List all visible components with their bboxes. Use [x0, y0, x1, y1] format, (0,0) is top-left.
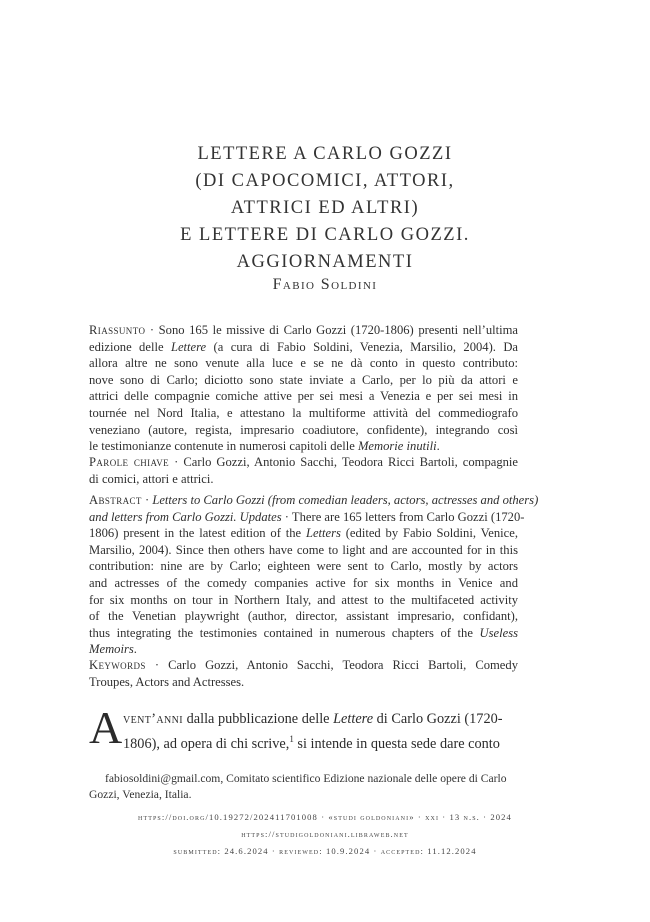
abstract-text: (edited by Fabio Soldini, Venice, — [340, 526, 518, 541]
keywords-label: Keywords — [89, 658, 146, 672]
parole-chiave-text: di comici, attori e attrici. — [89, 471, 214, 486]
parole-chiave-block — [89, 454, 518, 487]
abstract-italic: Useless — [479, 625, 518, 640]
doi-line[interactable]: https://doi.org/10.19272/202411701008 · «studi goldoniani» · xxi · 13 n.s. · 2024 — [138, 812, 512, 822]
footnote — [89, 771, 518, 803]
body-italic: Lettere — [333, 711, 374, 727]
journal-url[interactable]: https://studigoldoniani.libraweb.net — [241, 829, 409, 839]
riassunto-text: (a cura di Fabio Soldini, Venezia, Marsilio, 2004). Da — [206, 339, 519, 354]
separator: · — [169, 455, 184, 469]
riassunto-text: edizione delle — [89, 339, 171, 354]
article-title — [90, 141, 560, 276]
riassunto-text: Sono 165 le missive di Carlo Gozzi (1720-1806) presenti nell’ultima — [158, 323, 518, 337]
keywords-text: Carlo Gozzi, Antonio Sacchi, Teodora Ricci Bartoli, Comedy — [168, 658, 518, 672]
separator: · — [145, 323, 159, 337]
abstract-block — [89, 492, 539, 658]
abstract-text: for six months on tour in Northern Italy, and attest to the multifaceted activity — [89, 592, 518, 607]
footnote-marker[interactable]: 1 — [289, 734, 294, 744]
abstract-text: of the Venetian playwright (author, director, assistant impresario, confidant), — [89, 609, 518, 624]
body-text: di Carlo Gozzi (1720- — [373, 711, 503, 727]
footnote-text: fabiosoldini@gmail.com, Comitato scientifico Edizione nazionale delle opere di Carlo — [105, 772, 507, 785]
riassunto-text: le testimonianze contenute in numerosi capitoli delle — [89, 439, 358, 454]
abstract-text: contribution: nine are by Carlo; eighteen were sent to Carlo, mostly by actors — [89, 559, 518, 574]
footnote-text: Gozzi, Venezia, Italia. — [89, 788, 192, 801]
title-line: AGGIORNAMENTI — [236, 252, 414, 272]
abstract-italic: Letters — [305, 526, 341, 541]
title-line: E LETTERE DI CARLO GOZZI. — [180, 225, 470, 245]
body-text: 1806), ad opera di chi scrive, — [123, 735, 290, 752]
submission-dates: submitted: 24.6.2024 · reviewed: 10.9.2024 · accepted: 11.12.2024 — [173, 846, 477, 856]
abstract-text: and actresses of the comedy companies active for six months in Venice and — [89, 575, 518, 590]
riassunto-italic: Lettere — [170, 339, 207, 354]
riassunto-text: allora altre ne sono venute alla luce e se ne dà conto in questo contributo: — [89, 356, 518, 371]
riassunto-text: nove sono di Carlo; diciotto sono state inviate a Carlo, per lo più da attori e — [89, 372, 518, 387]
body-text: dalla pubblicazione delle — [183, 711, 334, 727]
abstract-label: Abstract — [89, 493, 142, 507]
riassunto-text: veneziano (autore, regista, impresario coadiutore, confidente), integrando così — [89, 422, 518, 437]
abstract-italic: and letters from Carlo Gozzi. Updates — [89, 509, 282, 524]
abstract-italic: Memoirs — [89, 642, 134, 657]
abstract-text: . — [133, 642, 137, 657]
drop-cap: A — [89, 702, 123, 753]
separator: · — [145, 658, 169, 672]
separator: · — [141, 493, 153, 507]
body-text: si intende in questa sede dare conto — [293, 735, 500, 752]
keywords-block — [89, 657, 518, 690]
riassunto-text: attrici delle compagnie comiche attive per sei mesi a Venezia e per sei mesi in — [89, 389, 518, 404]
riassunto-text: . — [436, 439, 440, 454]
riassunto-block — [89, 322, 518, 455]
parole-chiave-label: Parole chiave — [89, 455, 170, 469]
body-paragraph — [89, 702, 518, 754]
parole-chiave-text: Carlo Gozzi, Antonio Sacchi, Teodora Ricci Bartoli, compagnie — [183, 455, 519, 469]
abstract-italic: Letters to Carlo Gozzi (from comedian leaders, actors, actresses and others) — [152, 493, 539, 507]
abstract-text: Marsilio, 2004). Since then others have come to light and are accounted for in this — [89, 542, 518, 557]
title-line: ATTRICI ED ALTRI) — [230, 198, 420, 218]
title-line: (DI CAPOCOMICI, ATTORI, — [195, 171, 455, 191]
riassunto-italic: Memorie inutili — [357, 439, 437, 454]
keywords-text: Troupes, Actors and Actresses. — [89, 674, 245, 689]
author-name: Fabio Soldini — [272, 276, 378, 293]
title-line: LETTERE A CARLO GOZZI — [197, 144, 453, 164]
riassunto-label: Riassunto — [89, 323, 146, 337]
abstract-text: · There are 165 letters from Carlo Gozzi (1720- — [281, 509, 525, 524]
abstract-text: thus integrating the testimonies contained in numerous chapters of the — [89, 625, 480, 640]
abstract-text: 1806) present in the latest edition of the — [89, 526, 306, 541]
opening-smallcaps: vent’anni — [123, 711, 184, 727]
riassunto-text: tournée nel Nord Italia, e attestano la multiforme attività del commediografo — [89, 405, 518, 420]
